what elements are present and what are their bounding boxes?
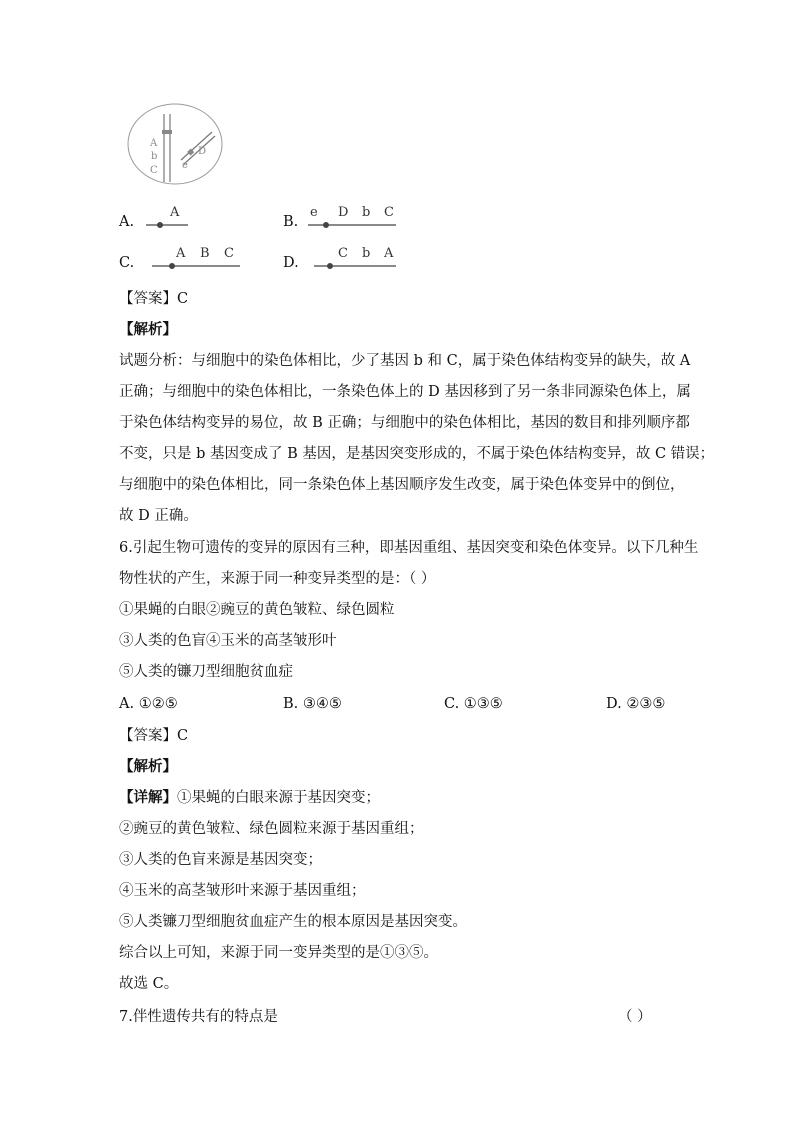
cell-label-a: A [150, 138, 158, 149]
q7-answer-blank: （ ） [618, 1009, 652, 1025]
svg-text:A: A [176, 246, 186, 261]
cell-label-c: C [150, 165, 158, 176]
svg-text:A: A [384, 246, 394, 261]
q6-detail-line: ⑤人类镰刀型细胞贫血症产生的根本原因是基因突变。 [119, 914, 467, 930]
q6-choice-b: B. ③④⑤ [283, 696, 342, 712]
q6-choice-d: D. ②③⑤ [606, 696, 666, 712]
svg-text:C: C [384, 205, 394, 220]
q6-detail-line: 综合以上可知，来源于同一变异类型的是①③⑤。 [119, 945, 438, 961]
option-b-chromosome [306, 203, 398, 231]
q6-detail-line: ③人类的色盲来源是基因突变； [119, 852, 322, 868]
q6-detail-line: 故选 C。 [119, 976, 179, 992]
svg-text:B: B [200, 246, 210, 261]
option-d-label: D. [283, 255, 299, 271]
q7-stem: 7.伴性遗传共有的特点是 [119, 1009, 278, 1025]
q6-item: ①果蝇的白眼②豌豆的黄色皱粒、绿色圆粒 [119, 602, 395, 618]
q6-stem: 6.引起生物可遗传的变异的原因有三种，即基因重组、基因突变和染色体变异。以下几种生 [119, 540, 699, 556]
q5-analysis-line: 与细胞中的染色体相比，同一条染色体上基因顺序发生改变，属于染色体变异中的倒位， [119, 477, 685, 493]
option-a-chromosome [144, 203, 194, 231]
q6-choice-a: A. ①②⑤ [119, 696, 178, 712]
q5-analysis-line: 不变，只是 b 基因变成了 B 基因，是基因突变形成的，不属于染色体结构变异，故 C 错误； [119, 446, 715, 462]
option-c-chromosome [150, 244, 242, 272]
cell-label-b: b [151, 151, 158, 162]
q6-analysis-title: 【解析】 [119, 758, 177, 775]
q6-stem: 物性状的产生，来源于同一种变异类型的是：（ ） [119, 571, 436, 587]
svg-text:e: e [310, 205, 318, 220]
svg-text:A: A [170, 205, 180, 220]
q6-item: ⑤人类的镰刀型细胞贫血症 [119, 664, 293, 680]
cell-diagram [126, 102, 224, 190]
option-c-label: C. [119, 255, 135, 271]
option-b-label: B. [283, 214, 299, 230]
svg-text:D: D [338, 205, 349, 220]
cell-label-d: D [198, 146, 207, 157]
svg-text:b: b [362, 246, 371, 261]
q6-detail-tag: 【详解】 [119, 789, 177, 806]
q5-analysis-line: 故 D 正确。 [119, 508, 198, 524]
q5-answer: 【答案】C [119, 291, 189, 307]
svg-text:C: C [338, 246, 348, 261]
svg-text:C: C [224, 246, 234, 261]
q5-analysis-title: 【解析】 [119, 321, 177, 338]
q5-analysis-line: 于染色体结构变异的易位，故 B 正确；与细胞中的染色体相比，基因的数目和排列顺序都 [119, 415, 690, 431]
q6-detail-first [119, 788, 380, 808]
q6-detail-line: ①果蝇的白眼来源于基因突变； [177, 790, 380, 806]
q6-choice-c: C. ①③⑤ [444, 696, 503, 712]
option-a-label: A. [119, 214, 135, 230]
option-d-chromosome [312, 244, 398, 272]
q6-detail-line: ②豌豆的黄色皱粒、绿色圆粒来源于基因重组； [119, 821, 424, 837]
svg-text:b: b [362, 205, 371, 220]
q6-item: ③人类的色盲④玉米的高茎皱形叶 [119, 633, 337, 649]
q5-analysis-line: 试题分析：与细胞中的染色体相比，少了基因 b 和 C，属于染色体结构变异的缺失，故 A [119, 353, 691, 369]
q6-detail-line: ④玉米的高茎皱形叶来源于基因重组； [119, 883, 366, 899]
q6-answer: 【答案】C [119, 728, 189, 744]
q5-analysis-line: 正确；与细胞中的染色体相比，一条染色体上的 D 基因移到了另一条非同源染色体上，属 [119, 384, 691, 400]
cell-label-e: e [182, 160, 188, 171]
